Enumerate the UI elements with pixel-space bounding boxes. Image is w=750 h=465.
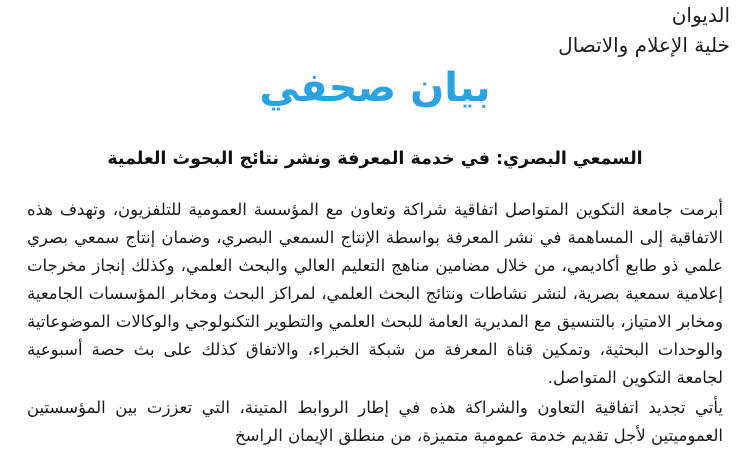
org-name: الديوان <box>671 3 730 27</box>
document-title: بيان صحفي <box>259 65 491 111</box>
organization-header <box>330 0 730 60</box>
body-paragraph: يأتي تجديد اتفاقية التعاون والشراكة هذه في إطار الروابط المتينة، التي تعززت بين المؤسستين العموميتين لأجل تقديم خدمة عمومية متميزة، من منطلق الإيمان الراسخ <box>27 398 723 445</box>
document-subtitle: السمعي البصري: في خدمة المعرفة ونشر نتائج البحوث العلمية <box>107 149 643 169</box>
body-paragraph: أبرمت جامعة التكوين المتواصل اتفاقية شراكة وتعاون مع المؤسسة العمومية للتلفزيون، وتهدف هذه الاتفاقية إلى المساهمة في نشر المعرفة بواسطة الإنتاج السمعي البصري، وضمان إنتاج سمعي بصري علمي ذو طابع أكاديمي، من خلال مضامين مناهج التعليم العالي والبحث العلمي، وكذلك إنجاز مخرجات إعلامية سمعية بصرية، لنشر نشاطات ونتائج البحث العلمي، لمراكز البحث ومخابر المؤسسات الجامعية ومخابر الامتياز، بالتنسيق مع المديرية العامة للبحث العلمي والتطوير التكنولوجي والوكالات الموضوعاتية والوحدات البحثية، وتمكين قناة المعرفة من شبكة الخبراء، والاتفاق كذلك على بث حصة أسبوعية لجامعة التكوين المتواصل. <box>27 200 723 387</box>
org-unit: خلية الإعلام والاتصال <box>558 33 730 57</box>
document-body <box>27 196 723 450</box>
